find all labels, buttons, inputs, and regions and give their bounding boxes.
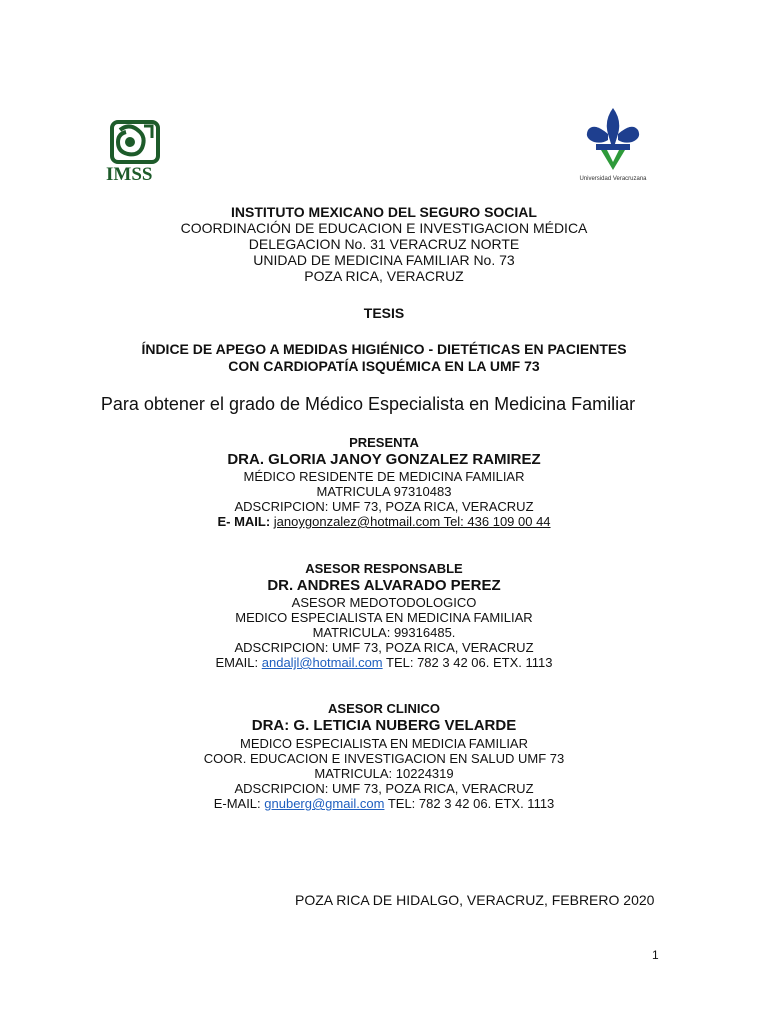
thesis-label: TESIS — [363, 305, 405, 321]
unit-line: UNIDAD DE MEDICINA FAMILIAR No. 73 — [253, 252, 515, 268]
advisor-name: DR. ANDRES ALVARADO PEREZ — [267, 577, 501, 594]
advisor-role2: MEDICO ESPECIALISTA EN MEDICINA FAMILIAR — [235, 610, 533, 625]
clinical-tel: TEL: 782 3 42 06. ETX. 1113 — [387, 796, 555, 811]
advisor-matricula: MATRICULA: 99316485. — [312, 625, 456, 640]
advisor-tel: TEL: 782 3 42 06. ETX. 1113 — [386, 655, 553, 670]
advisor-adscripcion: ADSCRIPCION: UMF 73, POZA RICA, VERACRUZ — [234, 640, 534, 655]
imss-logo — [100, 118, 162, 188]
place-date: POZA RICA DE HIDALGO, VERACRUZ, FEBRERO 2020 — [295, 892, 655, 908]
clinical-heading: ASESOR CLINICO — [328, 701, 440, 716]
clinical-role2: COOR. EDUCACION E INVESTIGACION EN SALUD UMF 73 — [203, 751, 565, 766]
advisor-role1: ASESOR MEDOTODOLOGICO — [291, 595, 477, 610]
presenter-role: MÉDICO RESIDENTE DE MEDICINA FAMILIAR — [243, 469, 525, 484]
thesis-title-line2: CON CARDIOPATÍA ISQUÉMICA EN LA UMF 73 — [228, 358, 540, 374]
page-number: 1 — [652, 948, 659, 962]
presenter-email-label: E- MAIL: — [217, 514, 271, 529]
degree-purpose: Para obtener el grado de Médico Especialista en Medicina Familiar — [100, 394, 636, 414]
presenter-matricula: MATRICULA 97310483 — [316, 484, 452, 499]
presenter-adscripcion: ADSCRIPCION: UMF 73, POZA RICA, VERACRUZ — [234, 499, 534, 514]
institution-name: INSTITUTO MEXICANO DEL SEGURO SOCIAL — [231, 204, 537, 220]
city-line: POZA RICA, VERACRUZ — [304, 268, 464, 284]
coordination-line: COORDINACIÓN DE EDUCACION E INVESTIGACION MÉDICA — [180, 220, 588, 236]
clinical-role1: MEDICO ESPECIALISTA EN MEDICIA FAMILIAR — [240, 736, 528, 751]
uv-logo-text: Universidad Veracruzana — [579, 176, 647, 182]
clinical-email-label: E-MAIL: — [213, 796, 261, 811]
clinical-email-link[interactable]: gnuberg@gmail.com — [264, 796, 385, 811]
presenter-name: DRA. GLORIA JANOY GONZALEZ RAMIREZ — [227, 451, 541, 468]
advisor-email-label: EMAIL: — [215, 655, 259, 670]
presenter-contact — [0, 514, 768, 529]
uv-logo — [574, 104, 652, 188]
clinical-contact — [0, 796, 768, 811]
thesis-title-line1: ÍNDICE DE APEGO A MEDIDAS HIGIÉNICO - DIETÉTICAS EN PACIENTES — [141, 341, 627, 357]
imss-logo-text: IMSS — [106, 164, 153, 185]
advisor-contact — [0, 655, 768, 670]
delegation-line: DELEGACION No. 31 VERACRUZ NORTE — [248, 236, 520, 252]
clinical-adscripcion: ADSCRIPCION: UMF 73, POZA RICA, VERACRUZ — [234, 781, 534, 796]
clinical-name: DRA: G. LETICIA NUBERG VELARDE — [251, 717, 517, 734]
clinical-matricula: MATRICULA: 10224319 — [314, 766, 454, 781]
advisor-email-link[interactable]: andaljl@hotmail.com — [261, 655, 383, 670]
advisor-heading: ASESOR RESPONSABLE — [305, 561, 463, 576]
uv-fleur-icon — [574, 104, 652, 174]
presenter-email-tel[interactable]: janoygonzalez@hotmail.com Tel: 436 109 00 44 — [273, 514, 551, 529]
presenter-heading: PRESENTA — [349, 435, 419, 450]
imss-emblem-icon — [100, 118, 162, 166]
